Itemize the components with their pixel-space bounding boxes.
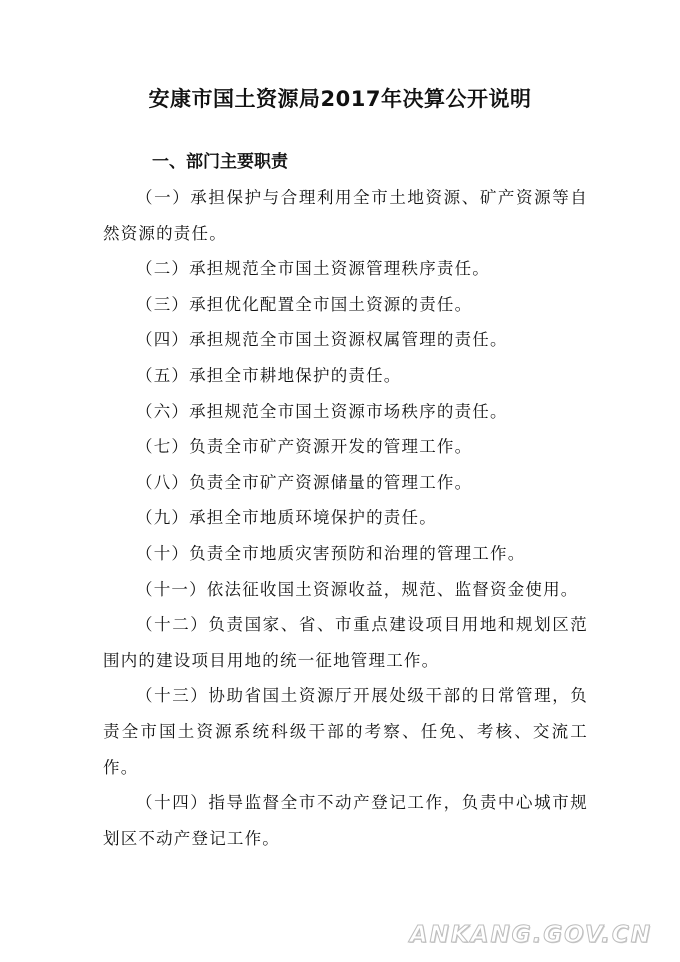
- paragraph-7: （七）负责全市矿产资源开发的管理工作。: [136, 437, 473, 457]
- document-body: [103, 180, 588, 856]
- paragraph-5: （五）承担全市耕地保护的责任。: [136, 365, 402, 385]
- paragraph-9: （九）承担全市地质环境保护的责任。: [136, 508, 437, 528]
- paragraph-8: （八）负责全市矿产资源储量的管理工作。: [136, 472, 473, 492]
- paragraph-1: （一）承担保护与合理利用全市土地资源、矿产资源等自然资源的责任。: [103, 188, 588, 243]
- document-title: 安康市国土资源局2017年决算公开说明: [148, 87, 532, 111]
- site-watermark: ANKANG.GOV.CN: [409, 922, 652, 948]
- paragraph-11: （十一）依法征收国土资源收益，规范、监督资金使用。: [136, 579, 579, 599]
- section-heading: 一、部门主要职责: [152, 152, 288, 172]
- paragraph-3: （三）承担优化配置全市国土资源的责任。: [136, 294, 473, 314]
- paragraph-14: （十四）指导监督全市不动产登记工作，负责中心城市规划区不动产登记工作。: [103, 793, 588, 848]
- paragraph-12: （十二）负责国家、省、市重点建设项目用地和规划区范围内的建设项目用地的统一征地管理工作。: [103, 615, 588, 670]
- paragraph-6: （六）承担规范全市国土资源市场秩序的责任。: [136, 401, 508, 421]
- paragraph-10: （十）负责全市地质灾害预防和治理的管理工作。: [136, 543, 526, 563]
- paragraph-4: （四）承担规范全市国土资源权属管理的责任。: [136, 330, 508, 350]
- paragraph-2: （二）承担规范全市国土资源管理秩序责任。: [136, 259, 490, 279]
- paragraph-13: （十三）协助省国土资源厅开展处级干部的日常管理，负责全市国土资源系统科级干部的考察、任免、考核、交流工作。: [103, 686, 588, 777]
